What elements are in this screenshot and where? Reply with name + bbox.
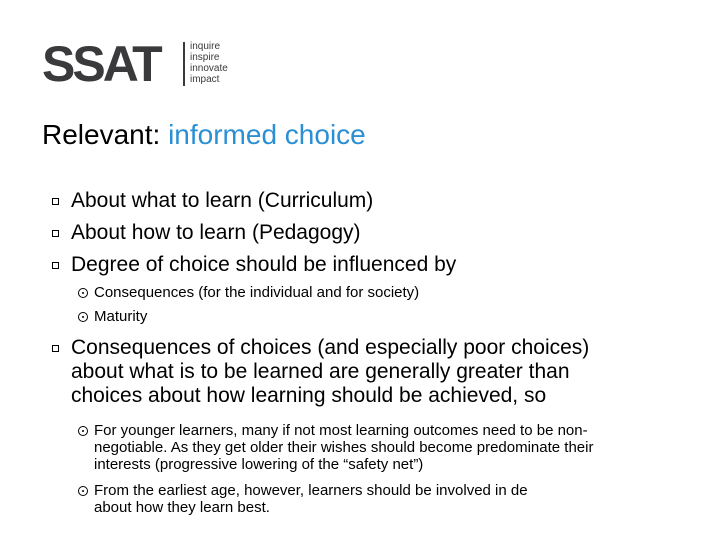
sub-bullet-text-line: For younger learners, many if not most learning outcomes need to be non- — [94, 422, 588, 439]
bullet-item — [52, 336, 589, 408]
bullet-text-line: Consequences of choices (and especially poor choices) — [71, 336, 590, 359]
sub-bullet-text: Maturity — [94, 308, 148, 325]
sub-bullet-item — [78, 422, 593, 473]
logo-tagline — [190, 41, 228, 85]
logo-tagline-line: inquire — [190, 41, 221, 52]
bullet-text-line: choices about how learning should be achieved, so — [71, 384, 547, 407]
sub-bullet-text-line: interests (progressive lowering of the “safety net”) — [94, 456, 424, 473]
logo-divider — [183, 42, 185, 86]
square-bullet-icon — [52, 198, 59, 205]
square-bullet-icon — [52, 345, 59, 352]
circle-bullet-icon — [78, 288, 88, 298]
sub-bullet-text-line: From the earliest age, however, learners should be involved in de — [94, 482, 528, 499]
sub-bullet-text-line: about how they learn best. — [94, 499, 270, 516]
sub-bullet-text-block — [94, 422, 593, 473]
slide-title-accent: informed choice — [168, 119, 366, 150]
circle-bullet-icon — [78, 312, 88, 322]
slide-title-prefix: Relevant: — [42, 119, 169, 150]
bullet-text-line: about what is to be learned are generally greater than — [71, 360, 570, 383]
bullet-item — [52, 221, 361, 245]
bullet-text: Degree of choice should be influenced by — [71, 253, 457, 276]
bullet-text-block — [71, 336, 589, 408]
circle-bullet-icon — [78, 426, 88, 436]
square-bullet-icon — [52, 262, 59, 269]
sub-bullet-item — [78, 284, 419, 301]
sub-bullet-item — [78, 308, 147, 325]
logo-wordmark: SSAT — [42, 36, 160, 92]
slide-title — [42, 118, 366, 152]
bullet-text: About how to learn (Pedagogy) — [71, 221, 361, 244]
logo-tagline-line: inspire — [190, 52, 220, 63]
sub-bullet-text-line: negotiable. As they get older their wishes should become predominate their — [94, 439, 594, 456]
square-bullet-icon — [52, 230, 59, 237]
bullet-item — [52, 253, 456, 277]
sub-bullet-item — [78, 482, 528, 516]
logo-tagline-line: impact — [190, 74, 220, 85]
logo-tagline-line: innovate — [190, 63, 228, 74]
sub-bullet-text-block — [94, 482, 528, 516]
sub-bullet-text: Consequences (for the individual and for society) — [94, 284, 420, 301]
circle-bullet-icon — [78, 486, 88, 496]
bullet-item — [52, 189, 373, 213]
bullet-text: About what to learn (Curriculum) — [71, 189, 374, 212]
